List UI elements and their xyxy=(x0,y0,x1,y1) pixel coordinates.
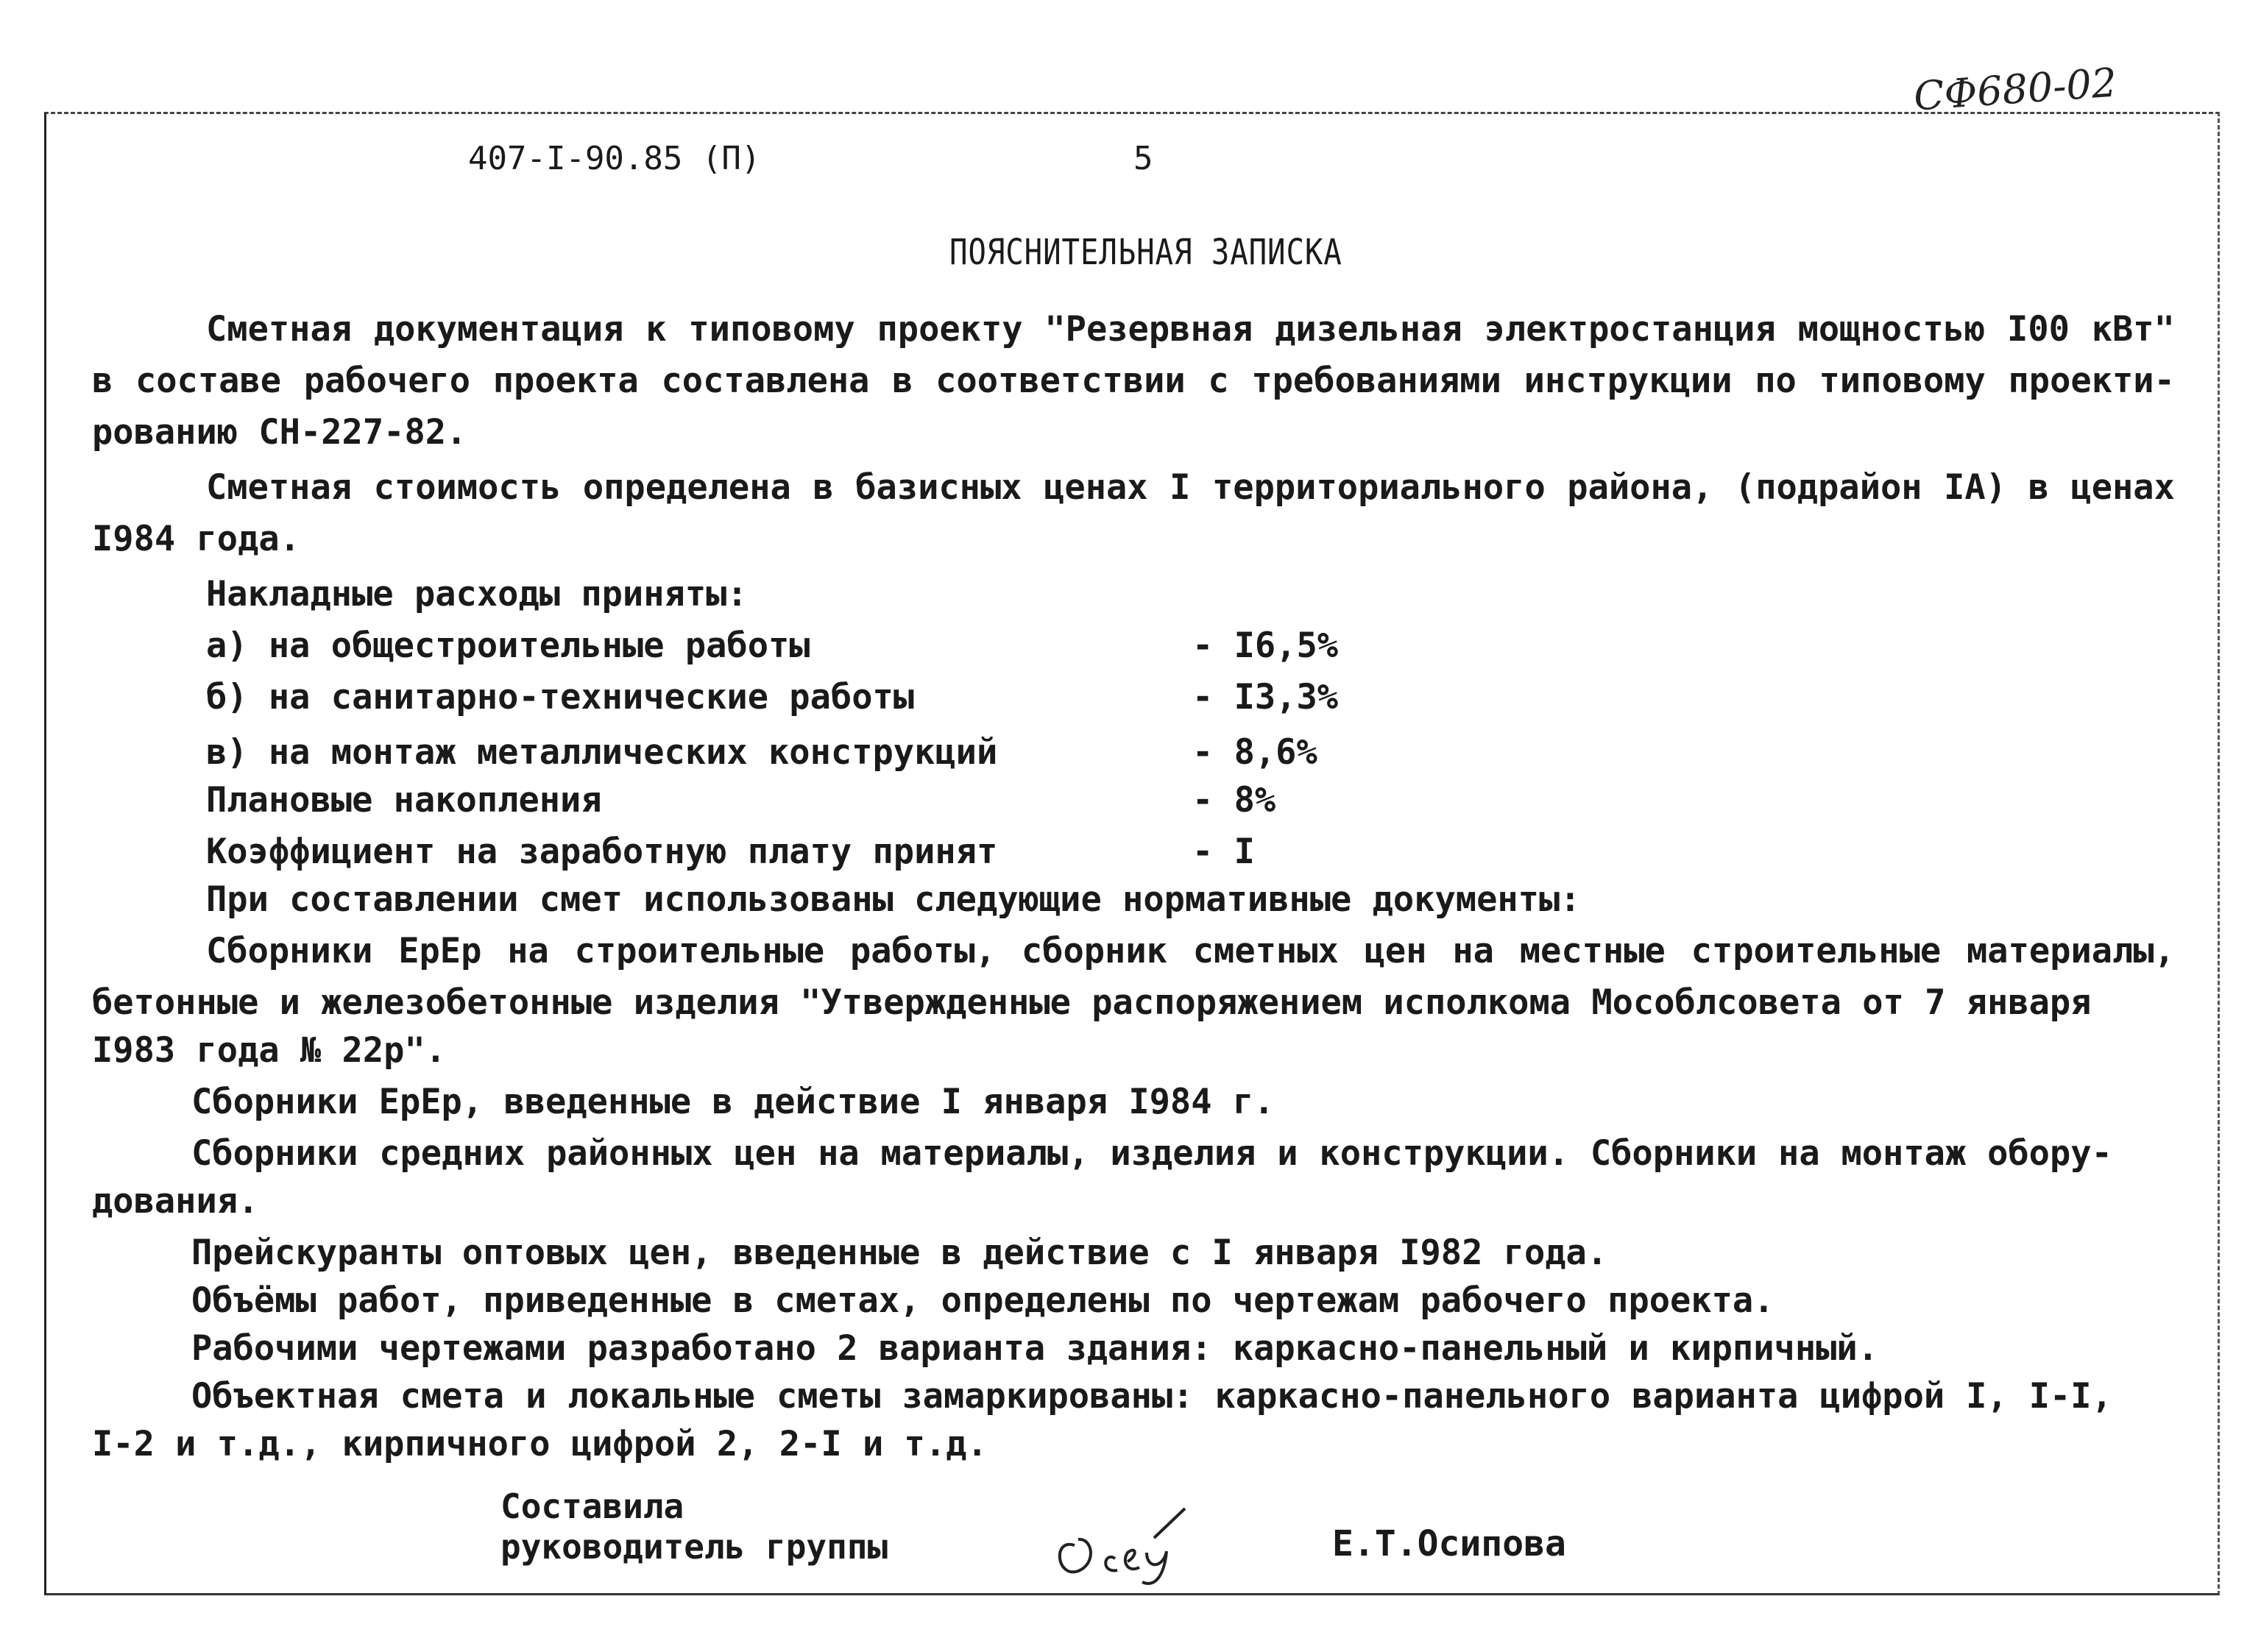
word: сметных xyxy=(1192,931,1339,971)
word: на xyxy=(818,1133,860,1174)
para9-line2: I-2 и т.д., кирпичного цифрой 2, 2-I и т.д. xyxy=(92,1424,988,1464)
word: сметы xyxy=(776,1376,881,1417)
word: I00 xyxy=(2007,309,2070,350)
word: IА) xyxy=(1944,467,2007,508)
overhead-item-label: а) на общестроительные работы xyxy=(206,625,810,666)
para1-line1 xyxy=(206,309,2175,350)
word: составлена xyxy=(661,361,870,401)
word: территориального xyxy=(1212,467,1546,508)
word: каркасно-панельного xyxy=(1214,1376,1611,1417)
signer-name: Е.Т.Осипова xyxy=(1332,1523,1566,1564)
word: по xyxy=(1755,361,1797,401)
overhead-item-value: - I6,5% xyxy=(1192,625,1339,666)
word: инструкции xyxy=(1524,361,1733,401)
word: типовому xyxy=(1819,361,1986,401)
overhead-item-label: Коэффициент на заработную плату принят xyxy=(206,832,998,872)
word: на xyxy=(507,931,549,971)
page-number: 5 xyxy=(1133,140,1153,177)
word: к xyxy=(645,309,667,350)
word: I, xyxy=(1966,1376,2008,1417)
word: I-I, xyxy=(2028,1376,2112,1417)
word: дизельная xyxy=(1275,309,1462,350)
word: кВт" xyxy=(2091,309,2175,350)
word: местные xyxy=(1519,931,1666,971)
para7: Объёмы работ, приведенные в сметах, определены по чертежам рабочего проекта. xyxy=(191,1280,1775,1321)
overhead-item-label: в) на монтаж металлических конструкций xyxy=(206,732,998,773)
para6: Прейскуранты оптовых цен, введенные в действие с I января I982 года. xyxy=(191,1233,1608,1273)
word: в xyxy=(92,361,113,401)
word: базисных xyxy=(855,467,1022,508)
word: документация xyxy=(373,309,624,350)
word: требованиями xyxy=(1251,361,1501,401)
word: стоимость xyxy=(373,467,562,508)
para9-line1 xyxy=(191,1376,2112,1417)
word: строительные xyxy=(1691,931,1942,971)
word: ценах xyxy=(1044,467,1148,508)
word: проекта xyxy=(492,361,639,401)
overhead-heading: Накладные расходы приняты: xyxy=(206,574,748,614)
overhead-item-label: Плановые накопления xyxy=(206,780,602,820)
word: районных xyxy=(546,1133,713,1174)
word: проекти- xyxy=(2008,361,2175,401)
word: (подрайон xyxy=(1734,467,1922,508)
word: в xyxy=(2028,467,2049,508)
word: цен xyxy=(734,1133,797,1174)
archive-code: СФ680-02 xyxy=(1912,59,2119,120)
word: рабочего xyxy=(303,361,471,401)
word: I xyxy=(1170,467,1191,508)
word: проекту xyxy=(877,309,1023,350)
word: в xyxy=(813,467,834,508)
para2-line1 xyxy=(206,467,2175,508)
word: с xyxy=(1208,361,1229,401)
para5-line2: дования. xyxy=(92,1181,259,1222)
word: цен xyxy=(1364,931,1427,971)
word: и xyxy=(526,1376,547,1417)
word: Сборники xyxy=(1590,1133,1758,1174)
word: конструкции. xyxy=(1319,1133,1569,1174)
word: монтаж xyxy=(1841,1133,1967,1174)
word: Сметная xyxy=(206,467,353,508)
word: ценах xyxy=(2070,467,2175,508)
para5-line1 xyxy=(191,1133,2112,1174)
word: Сборники xyxy=(191,1133,358,1174)
para3-line2: бетонные и железобетонные изделия "Утвержденные распоряжением исполкома Мособлсовета от 7 января xyxy=(92,982,2092,1023)
overhead-item-value: - 8,6% xyxy=(1192,732,1317,773)
word: Объектная xyxy=(191,1376,379,1417)
para4: Сборники ЕрЕр, введенные в действие I января I984 г. xyxy=(191,1082,1275,1122)
compiled-by-label: Составила xyxy=(500,1486,684,1526)
word: обору- xyxy=(1987,1133,2112,1174)
overhead-item-value: - I xyxy=(1192,832,1255,872)
word: на xyxy=(1452,931,1494,971)
word: материалы, xyxy=(1967,931,2175,971)
overhead-item-label: б) на санитарно-технические работы xyxy=(206,677,915,717)
word: цифрой xyxy=(1819,1376,1945,1417)
word: локальные xyxy=(567,1376,755,1417)
para8: Рабочими чертежами разработано 2 варианта здания: каркасно-панельный и кирпичный. xyxy=(191,1328,1879,1369)
document-number: 407-I-90.85 (П) xyxy=(468,140,761,177)
word: определена xyxy=(582,467,791,508)
word: составе xyxy=(135,361,282,401)
para1-line2 xyxy=(92,361,2175,401)
word: строительные xyxy=(574,931,825,971)
para2-line2: I984 года. xyxy=(92,519,300,559)
word: электростанция xyxy=(1484,309,1776,350)
handwritten-signature xyxy=(1045,1494,1236,1589)
word: района, xyxy=(1567,467,1713,508)
position-label: руководитель группы xyxy=(500,1527,888,1567)
para3-line3: I983 года № 22р". xyxy=(92,1030,447,1071)
word: и xyxy=(1277,1133,1298,1174)
overhead-item-value: - 8% xyxy=(1192,780,1276,820)
word: сборник xyxy=(1021,931,1167,971)
word: замаркированы: xyxy=(902,1376,1194,1417)
norm-docs-intro: При составлении смет использованы следующие нормативные документы: xyxy=(206,879,1581,920)
para3-line1 xyxy=(206,931,2175,971)
word: изделия xyxy=(1110,1133,1256,1174)
word: "Резервная xyxy=(1044,309,1253,350)
para1-line3: рованию СН-227-82. xyxy=(92,412,467,453)
word: на xyxy=(1778,1133,1820,1174)
word: средних xyxy=(379,1133,526,1174)
word: Сборники xyxy=(206,931,373,971)
word: типовому xyxy=(688,309,855,350)
word: мощностью xyxy=(1797,309,1986,350)
word: работы, xyxy=(849,931,997,971)
word: соответствии xyxy=(935,361,1186,401)
word: в xyxy=(892,361,913,401)
overhead-item-value: - I3,3% xyxy=(1192,677,1339,717)
word: смета xyxy=(400,1376,505,1417)
word: ЕрЕр xyxy=(398,931,482,971)
word: Сметная xyxy=(206,309,353,350)
page-title: ПОЯСНИТЕЛЬНАЯ ЗАПИСКА xyxy=(949,232,1342,273)
word: варианта xyxy=(1632,1376,1799,1417)
word: материалы, xyxy=(880,1133,1089,1174)
